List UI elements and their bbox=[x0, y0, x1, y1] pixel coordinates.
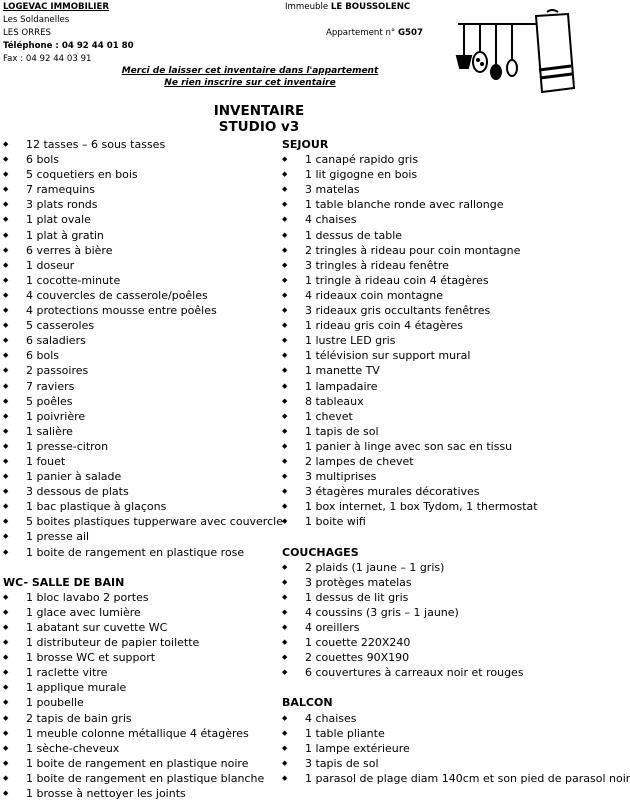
inventory-item bbox=[3, 379, 283, 394]
inventory-item bbox=[3, 394, 283, 409]
item-label: 4 coussins (3 gris – 1 jaune) bbox=[305, 605, 459, 619]
building-label bbox=[285, 1, 410, 14]
bullet-icon: ◆ bbox=[282, 668, 288, 677]
bullet-icon: ◆ bbox=[282, 396, 288, 405]
bullet-icon: ◆ bbox=[3, 336, 9, 345]
bullet-icon: ◆ bbox=[282, 336, 288, 345]
item-label: 6 bols bbox=[26, 349, 59, 363]
bullet-icon: ◆ bbox=[3, 743, 9, 752]
item-label: 1 lampe extérieure bbox=[305, 741, 410, 755]
inventory-item bbox=[3, 635, 283, 650]
item-label: 1 sèche-cheveux bbox=[26, 741, 120, 755]
item-label: 1 rideau gris coin 4 étagères bbox=[305, 319, 463, 333]
inventory-item bbox=[3, 424, 283, 439]
inventory-item bbox=[282, 469, 590, 484]
bullet-icon: ◆ bbox=[3, 592, 9, 601]
bullet-icon: ◆ bbox=[282, 441, 288, 450]
item-label: 3 protèges matelas bbox=[305, 575, 412, 589]
item-label: 1 presse ail bbox=[26, 530, 90, 544]
inventory-item bbox=[3, 741, 283, 756]
inventory-item bbox=[3, 363, 283, 378]
inventory-item bbox=[282, 379, 590, 394]
bullet-icon: ◆ bbox=[282, 215, 288, 224]
item-label: 1 cocotte-minute bbox=[26, 273, 121, 287]
bullet-icon: ◆ bbox=[3, 155, 9, 164]
inventory-item bbox=[282, 575, 590, 590]
item-label: 1 poubelle bbox=[26, 696, 84, 710]
sejour-section-title: SEJOUR bbox=[282, 138, 329, 151]
bathroom-section-title: WC- SALLE DE BAIN bbox=[3, 575, 125, 589]
bullet-icon: ◆ bbox=[3, 607, 9, 616]
item-label: 4 rideaux coin montagne bbox=[305, 288, 444, 302]
bullet-icon: ◆ bbox=[282, 245, 288, 254]
inventory-item bbox=[3, 665, 283, 680]
item-label: 1 parasol de plage diam 140cm et son pied de parasol noir bbox=[305, 771, 630, 785]
bullet-icon: ◆ bbox=[282, 426, 288, 435]
inventory-item bbox=[3, 439, 283, 454]
inventory-item bbox=[282, 333, 590, 348]
bullet-icon: ◆ bbox=[3, 758, 9, 767]
bullet-icon: ◆ bbox=[3, 638, 9, 647]
bullet-icon: ◆ bbox=[282, 743, 288, 752]
item-label: 1 plat ovale bbox=[26, 213, 91, 227]
inventory-item bbox=[3, 348, 283, 363]
company-name: LOGEVAC IMMOBILIER bbox=[3, 2, 109, 12]
inventory-item bbox=[3, 243, 283, 258]
item-label: 1 raclette vitre bbox=[26, 666, 108, 680]
item-label: 1 box internet, 1 box Tydom, 1 thermostat bbox=[305, 500, 538, 514]
inventory-item bbox=[282, 499, 590, 514]
bullet-icon: ◆ bbox=[3, 245, 9, 254]
inventory-item bbox=[3, 590, 283, 605]
bullet-icon: ◆ bbox=[3, 456, 9, 465]
item-label: 2 passoires bbox=[26, 364, 89, 378]
item-label: 1 dessus de lit gris bbox=[305, 590, 409, 604]
bullet-icon: ◆ bbox=[282, 623, 288, 631]
inventory-item bbox=[282, 650, 590, 665]
item-label: 8 tableaux bbox=[305, 394, 364, 408]
bullet-icon: ◆ bbox=[3, 230, 9, 239]
inventory-item bbox=[282, 635, 590, 650]
inventory-item bbox=[282, 439, 590, 454]
inventory-item bbox=[282, 152, 590, 167]
inventory-title bbox=[188, 103, 330, 135]
inventory-item bbox=[282, 288, 590, 303]
item-label: 1 meuble colonne métallique 4 étagères bbox=[26, 726, 249, 740]
item-label: 1 couette 220X240 bbox=[305, 636, 411, 650]
item-label: 3 tapis de sol bbox=[305, 756, 379, 770]
item-label: 1 table blanche ronde avec rallonge bbox=[305, 198, 504, 212]
bullet-icon: ◆ bbox=[282, 517, 288, 526]
item-label: 1 canapé rapido gris bbox=[305, 153, 419, 167]
bullet-icon: ◆ bbox=[3, 275, 9, 284]
item-label: 1 lampadaire bbox=[305, 379, 378, 393]
inventory-item bbox=[3, 454, 283, 469]
inventory-item bbox=[3, 333, 283, 348]
inventory-item bbox=[3, 303, 283, 318]
item-label: 1 manette TV bbox=[305, 364, 380, 378]
item-label: 3 étagères murales décoratives bbox=[305, 485, 480, 499]
item-label: 2 plaids (1 jaune – 1 gris) bbox=[305, 560, 445, 574]
inventory-item bbox=[3, 484, 283, 499]
inventory-item bbox=[282, 484, 590, 499]
left-column bbox=[3, 137, 283, 801]
bullet-icon: ◆ bbox=[3, 668, 9, 677]
inventory-item bbox=[3, 469, 283, 484]
inventory-item bbox=[282, 711, 590, 726]
item-label: 1 boite de rangement en plastique noire bbox=[26, 756, 249, 770]
inventory-item bbox=[3, 258, 283, 273]
inventory-item bbox=[282, 560, 590, 575]
item-label: 1 glace avec lumière bbox=[26, 605, 141, 619]
inventory-item bbox=[282, 197, 590, 212]
fax-number: Fax : 04 92 44 03 91 bbox=[3, 54, 92, 64]
inventory-item bbox=[3, 605, 283, 620]
apartment-prefix: Appartement n° bbox=[326, 28, 396, 38]
bullet-icon: ◆ bbox=[3, 140, 9, 148]
bullet-icon: ◆ bbox=[3, 789, 9, 798]
inventory-item bbox=[282, 394, 590, 409]
bullet-icon: ◆ bbox=[282, 230, 288, 239]
title-line-2: STUDIO v3 bbox=[218, 119, 300, 135]
bullet-icon: ◆ bbox=[3, 547, 9, 556]
bullet-icon: ◆ bbox=[282, 607, 288, 616]
agency-header bbox=[3, 1, 134, 66]
notice bbox=[0, 65, 500, 89]
item-label: 1 boite de rangement en plastique rose bbox=[26, 545, 245, 559]
item-label: 6 bols bbox=[26, 153, 59, 167]
item-label: 3 dessous de plats bbox=[26, 485, 129, 499]
inventory-item bbox=[3, 273, 283, 288]
item-label: 1 poivrière bbox=[26, 409, 86, 423]
inventory-item bbox=[3, 499, 283, 514]
couchages-list bbox=[282, 560, 590, 681]
spoon-icon bbox=[507, 60, 517, 76]
item-label: 1 boite wifi bbox=[305, 515, 366, 529]
item-label: 6 verres à bière bbox=[26, 243, 113, 257]
bullet-icon: ◆ bbox=[3, 396, 9, 405]
item-label: 1 tapis de sol bbox=[305, 424, 379, 438]
notice-line-1: Merci de laisser cet inventaire dans l'appartement bbox=[121, 66, 379, 76]
item-label: 3 plats ronds bbox=[26, 198, 98, 212]
bullet-icon: ◆ bbox=[3, 472, 9, 481]
item-label: 5 casseroles bbox=[26, 319, 95, 333]
inventory-item bbox=[3, 620, 283, 635]
item-label: 1 panier à salade bbox=[26, 470, 122, 484]
bullet-icon: ◆ bbox=[282, 456, 288, 465]
balcon-list bbox=[282, 711, 630, 786]
building-prefix: Immeuble bbox=[285, 2, 329, 12]
inventory-item bbox=[3, 756, 283, 771]
bullet-icon: ◆ bbox=[282, 200, 288, 209]
inventory-item bbox=[3, 786, 283, 801]
item-label: 12 tasses – 6 sous tasses bbox=[26, 138, 166, 151]
bullet-icon: ◆ bbox=[3, 698, 9, 707]
inventory-item bbox=[3, 182, 283, 197]
bullet-icon: ◆ bbox=[3, 321, 9, 330]
inventory-item bbox=[3, 650, 283, 665]
inventory-item bbox=[3, 695, 283, 710]
bullet-icon: ◆ bbox=[282, 502, 288, 511]
bullet-icon: ◆ bbox=[282, 713, 288, 722]
bullet-icon: ◆ bbox=[3, 517, 9, 526]
sejour-list bbox=[282, 152, 590, 529]
item-label: 1 bac plastique à glaçons bbox=[26, 500, 167, 514]
item-label: 1 bloc lavabo 2 portes bbox=[26, 590, 149, 604]
bathroom-list bbox=[3, 590, 283, 801]
bullet-icon: ◆ bbox=[3, 502, 9, 511]
bullet-icon: ◆ bbox=[3, 306, 9, 315]
bullet-icon: ◆ bbox=[282, 306, 288, 315]
inventory-item bbox=[3, 228, 283, 243]
bullet-icon: ◆ bbox=[282, 381, 288, 390]
address-line-2: LES ORRES bbox=[3, 28, 51, 38]
bullet-icon: ◆ bbox=[3, 532, 9, 541]
item-label: 1 boite de rangement en plastique blanche bbox=[26, 771, 265, 785]
bullet-icon: ◆ bbox=[282, 638, 288, 647]
inventory-item bbox=[282, 348, 590, 363]
item-label: 1 chevet bbox=[305, 409, 353, 423]
couchages-section-title: COUCHAGES bbox=[282, 545, 359, 559]
bullet-icon: ◆ bbox=[3, 728, 9, 737]
bullet-icon: ◆ bbox=[282, 275, 288, 284]
item-label: 1 fouet bbox=[26, 454, 66, 468]
item-label: 4 oreillers bbox=[305, 621, 360, 634]
bullet-icon: ◆ bbox=[282, 260, 288, 269]
inventory-item bbox=[3, 680, 283, 695]
bullet-icon: ◆ bbox=[282, 155, 288, 164]
inventory-item bbox=[3, 529, 283, 544]
inventory-item bbox=[3, 726, 283, 741]
apartment-number: G507 bbox=[397, 28, 423, 38]
bullet-icon: ◆ bbox=[282, 592, 288, 601]
building-name: LE BOUSSOLENC bbox=[330, 2, 411, 12]
bullet-icon: ◆ bbox=[3, 260, 9, 269]
inventory-item bbox=[282, 363, 590, 378]
kitchen-list bbox=[3, 137, 283, 560]
bullet-icon: ◆ bbox=[3, 381, 9, 390]
inventory-item bbox=[282, 318, 590, 333]
bullet-icon: ◆ bbox=[3, 170, 9, 179]
bullet-icon: ◆ bbox=[3, 200, 9, 209]
item-label: 4 protections mousse entre poêles bbox=[26, 304, 217, 318]
item-label: 3 rideaux gris occultants fenêtres bbox=[305, 304, 491, 318]
item-label: 1 brosse à nettoyer les joints bbox=[26, 787, 186, 801]
item-label: 5 poêles bbox=[26, 394, 73, 408]
inventory-item bbox=[3, 152, 283, 167]
item-label: 1 brosse WC et support bbox=[26, 651, 156, 665]
bullet-icon: ◆ bbox=[3, 426, 9, 435]
notice-line-2: Ne rien inscrire sur cet inventaire bbox=[164, 78, 336, 88]
item-label: 1 table pliante bbox=[305, 726, 385, 740]
bullet-icon: ◆ bbox=[282, 321, 288, 330]
item-label: 6 saladiers bbox=[26, 334, 86, 348]
item-label: 3 multiprises bbox=[305, 470, 377, 484]
inventory-item bbox=[3, 711, 283, 726]
tea-towel-icon bbox=[536, 10, 574, 92]
bullet-icon: ◆ bbox=[282, 577, 288, 586]
bullet-icon: ◆ bbox=[3, 487, 9, 496]
item-label: 1 lit gigogne en bois bbox=[305, 168, 418, 182]
bullet-icon: ◆ bbox=[282, 290, 288, 299]
bullet-icon: ◆ bbox=[3, 215, 9, 224]
bullet-icon: ◆ bbox=[3, 185, 9, 194]
bullet-icon: ◆ bbox=[3, 653, 9, 662]
item-label: 1 applique murale bbox=[26, 681, 127, 695]
inventory-item bbox=[282, 303, 590, 318]
item-label: 3 tringles à rideau fenêtre bbox=[305, 258, 449, 272]
inventory-item bbox=[3, 167, 283, 182]
bullet-icon: ◆ bbox=[3, 351, 9, 360]
inventory-item bbox=[282, 182, 590, 197]
inventory-item bbox=[3, 409, 283, 424]
inventory-item bbox=[282, 258, 590, 273]
bullet-icon: ◆ bbox=[282, 366, 288, 375]
bullet-icon: ◆ bbox=[3, 683, 9, 692]
item-label: 7 raviers bbox=[26, 379, 75, 393]
bullet-icon: ◆ bbox=[3, 623, 9, 631]
item-label: 2 tringles à rideau pour coin montagne bbox=[305, 243, 521, 257]
inventory-item bbox=[282, 167, 590, 182]
inventory-item bbox=[3, 545, 283, 560]
inventory-item bbox=[282, 273, 590, 288]
item-label: 1 presse-citron bbox=[26, 439, 109, 453]
item-label: 1 tringle à rideau coin 4 étagères bbox=[305, 273, 489, 287]
inventory-item bbox=[282, 726, 590, 741]
inventory-item bbox=[282, 228, 590, 243]
item-label: 5 boites plastiques tupperware avec couvercle bbox=[26, 515, 283, 529]
bullet-icon: ◆ bbox=[3, 366, 9, 375]
bullet-icon: ◆ bbox=[282, 411, 288, 420]
inventory-item bbox=[3, 771, 283, 786]
inventory-item bbox=[282, 771, 630, 786]
bullet-icon: ◆ bbox=[282, 773, 288, 782]
title-line-1: INVENTAIRE bbox=[213, 103, 305, 119]
item-label: 2 tapis de bain gris bbox=[26, 711, 132, 725]
item-label: 4 chaises bbox=[305, 711, 357, 725]
item-label: 7 ramequins bbox=[26, 183, 95, 197]
inventory-item bbox=[3, 197, 283, 212]
inventory-item bbox=[3, 288, 283, 303]
bullet-icon: ◆ bbox=[282, 185, 288, 194]
item-label: 3 matelas bbox=[305, 183, 360, 197]
item-label: 1 abatant sur cuvette WC bbox=[26, 621, 168, 634]
inventory-item bbox=[282, 409, 590, 424]
item-label: 2 couettes 90X190 bbox=[305, 651, 410, 665]
bullet-icon: ◆ bbox=[282, 472, 288, 481]
bullet-icon: ◆ bbox=[3, 441, 9, 450]
item-label: 1 distributeur de papier toilette bbox=[26, 636, 200, 650]
address-line-1: Les Soldanelles bbox=[3, 15, 70, 25]
right-column bbox=[282, 137, 630, 786]
inventory-item bbox=[3, 318, 283, 333]
inventory-item bbox=[3, 137, 283, 152]
item-label: 5 coquetiers en bois bbox=[26, 168, 138, 182]
bullet-icon: ◆ bbox=[3, 290, 9, 299]
apartment-label bbox=[326, 27, 423, 40]
inventory-item bbox=[282, 741, 590, 756]
item-label: 1 panier à linge avec son sac en tissu bbox=[305, 439, 513, 453]
item-label: 2 lampes de chevet bbox=[305, 454, 414, 468]
inventory-item bbox=[282, 212, 590, 227]
bullet-icon: ◆ bbox=[3, 411, 9, 420]
bullet-icon: ◆ bbox=[282, 487, 288, 496]
inventory-item bbox=[3, 212, 283, 227]
item-label: 1 lustre LED gris bbox=[305, 334, 396, 348]
inventory-item bbox=[282, 243, 590, 258]
bullet-icon: ◆ bbox=[3, 773, 9, 782]
bullet-icon: ◆ bbox=[282, 728, 288, 737]
bullet-icon: ◆ bbox=[282, 562, 288, 571]
inventory-item bbox=[282, 454, 590, 469]
inventory-item bbox=[282, 665, 590, 680]
bullet-icon: ◆ bbox=[282, 653, 288, 662]
bullet-icon: ◆ bbox=[3, 713, 9, 722]
balcon-section-title: BALCON bbox=[282, 696, 333, 710]
item-label: 4 chaises bbox=[305, 213, 357, 227]
item-label: 4 couvercles de casserole/poêles bbox=[26, 288, 208, 302]
item-label: 1 salière bbox=[26, 424, 73, 438]
inventory-item bbox=[3, 514, 283, 529]
item-label: 1 dessus de table bbox=[305, 228, 403, 242]
inventory-item bbox=[282, 756, 590, 771]
bullet-icon: ◆ bbox=[282, 351, 288, 360]
inventory-item bbox=[282, 620, 590, 635]
item-label: 1 doseur bbox=[26, 258, 75, 272]
item-label: 6 couvertures à carreaux noir et rouges bbox=[305, 666, 524, 680]
item-label: 1 télévision sur support mural bbox=[305, 349, 471, 363]
phone-number: Téléphone : 04 92 44 01 80 bbox=[3, 41, 134, 51]
bullet-icon: ◆ bbox=[282, 170, 288, 179]
item-label: 1 plat à gratin bbox=[26, 228, 104, 242]
inventory-item bbox=[282, 424, 590, 439]
bullet-icon: ◆ bbox=[282, 758, 288, 767]
inventory-item bbox=[282, 514, 590, 529]
inventory-item bbox=[282, 590, 590, 605]
inventory-item bbox=[282, 605, 590, 620]
